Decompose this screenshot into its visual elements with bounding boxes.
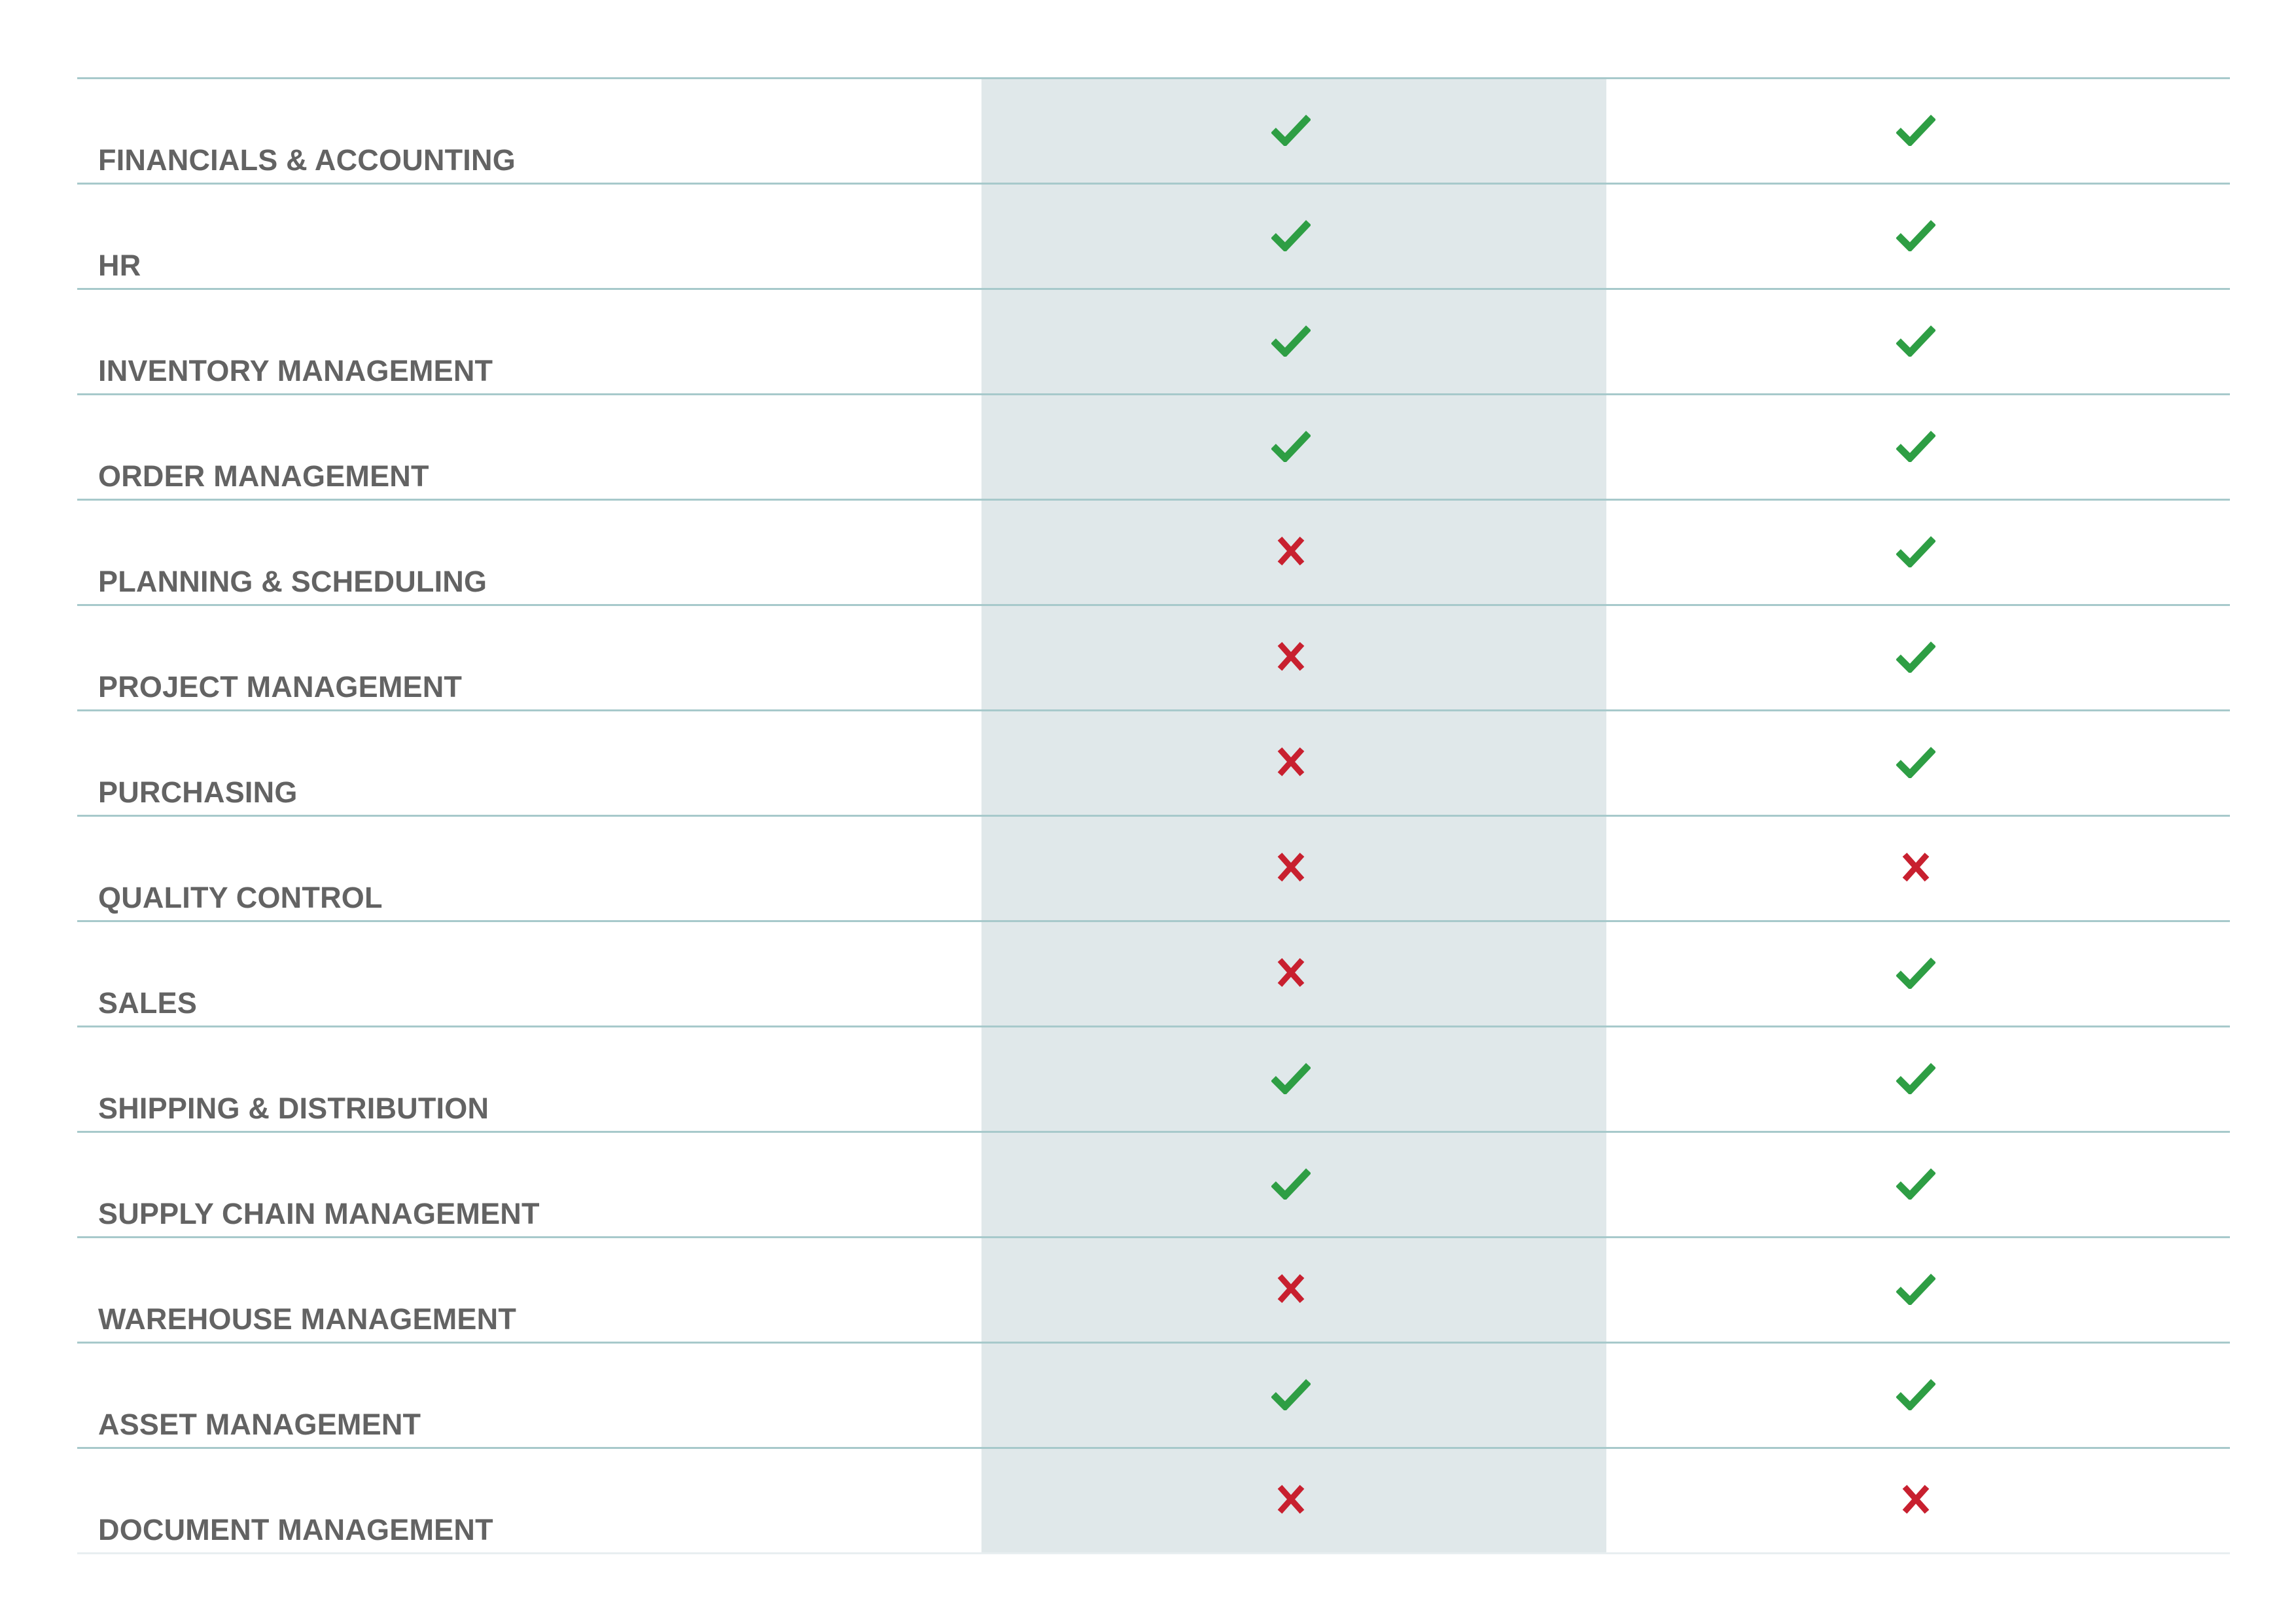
check-icon	[1896, 429, 1935, 462]
cross-icon	[1271, 851, 1311, 883]
row-label: ORDER MANAGEMENT	[98, 459, 429, 493]
cross-icon	[1271, 956, 1311, 989]
check-icon	[1896, 324, 1935, 357]
row-label: SHIPPING & DISTRIBUTION	[98, 1092, 489, 1125]
check-icon	[1271, 113, 1311, 146]
row-label: INVENTORY MANAGEMENT	[98, 354, 493, 387]
cross-icon	[1271, 745, 1311, 778]
feature-comparison-table	[77, 77, 2230, 1554]
row-divider	[77, 1552, 2230, 1554]
row-label: HR	[98, 249, 141, 282]
table-row	[77, 501, 2230, 606]
table-row	[77, 606, 2230, 711]
check-icon	[1896, 1378, 1935, 1410]
check-icon	[1896, 640, 1935, 673]
cross-icon	[1271, 1483, 1311, 1516]
row-label: PURCHASING	[98, 776, 298, 809]
cross-icon	[1271, 535, 1311, 567]
check-icon	[1896, 1061, 1935, 1094]
row-label: DOCUMENT MANAGEMENT	[98, 1513, 493, 1546]
row-label: WAREHOUSE MANAGEMENT	[98, 1302, 517, 1336]
row-label: SUPPLY CHAIN MANAGEMENT	[98, 1197, 540, 1230]
row-label: QUALITY CONTROL	[98, 881, 383, 914]
cross-icon	[1896, 851, 1935, 883]
table-row	[77, 1133, 2230, 1238]
check-icon	[1271, 324, 1311, 357]
table-row	[77, 711, 2230, 817]
check-icon	[1896, 956, 1935, 989]
table-row	[77, 185, 2230, 290]
check-icon	[1896, 1167, 1935, 1200]
row-label: FINANCIALS & ACCOUNTING	[98, 143, 516, 177]
table-row	[77, 1344, 2230, 1449]
row-label: ASSET MANAGEMENT	[98, 1408, 421, 1441]
check-icon	[1896, 535, 1935, 567]
check-icon	[1896, 219, 1935, 251]
row-label: SALES	[98, 986, 198, 1020]
table-row	[77, 79, 2230, 185]
check-icon	[1896, 1272, 1935, 1305]
row-label: PLANNING & SCHEDULING	[98, 565, 487, 598]
table-row	[77, 1449, 2230, 1554]
check-icon	[1271, 1378, 1311, 1410]
row-label: PROJECT MANAGEMENT	[98, 670, 463, 704]
check-icon	[1271, 1061, 1311, 1094]
table-row	[77, 290, 2230, 395]
check-icon	[1271, 219, 1311, 251]
table-row	[77, 1027, 2230, 1133]
check-icon	[1896, 745, 1935, 778]
table-row	[77, 1238, 2230, 1344]
table-row	[77, 395, 2230, 501]
table-row	[77, 817, 2230, 922]
table-row	[77, 922, 2230, 1027]
check-icon	[1271, 1167, 1311, 1200]
cross-icon	[1896, 1483, 1935, 1516]
cross-icon	[1271, 1272, 1311, 1305]
check-icon	[1896, 113, 1935, 146]
check-icon	[1271, 429, 1311, 462]
cross-icon	[1271, 640, 1311, 673]
